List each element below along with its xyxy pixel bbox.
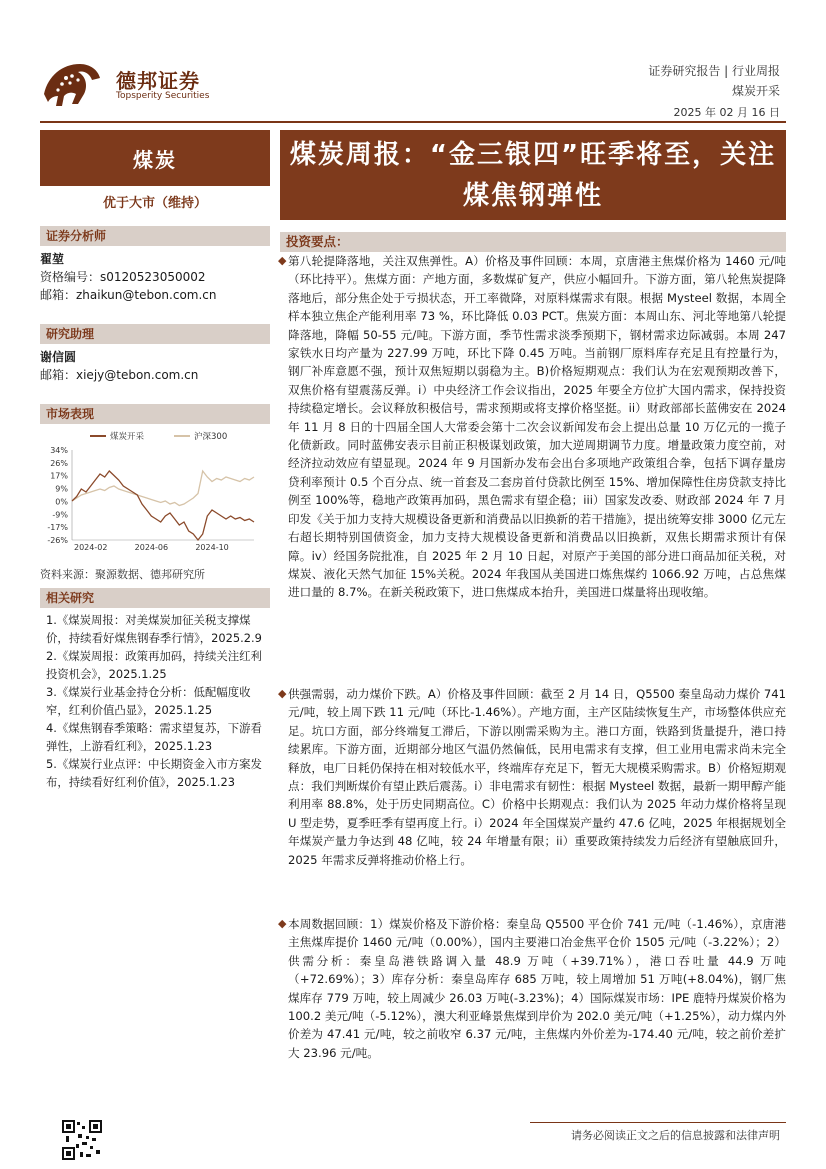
series-line <box>72 471 254 506</box>
bullet-icon: ◆ <box>278 687 287 700</box>
key-points-heading: 投资要点： <box>280 232 786 252</box>
series-line <box>72 471 254 540</box>
paragraph-text: 第八轮提降落地，关注双焦弹性。A）价格及事件回顾：本周，京唐港主焦煤价格为 1460 元/吨（环比持平）。焦煤方面：产地方面，多数煤矿复产，供应小幅回升。下游方面，第八轮焦炭提降落地后，部分焦企处于亏损状态，开工率微降，对原料煤需求有限。根据 Mysteel 数据，本周全样本独立焦企产能利用率 73 %，环比降低 0.03 PCT。焦炭方面：本周山东、河北等地第八轮提降落地，降幅 50-55 元/吨。下游方面，季节性需求淡季预期下，钢材需求边际减弱。本周 247 家铁水日均产量为 227.99 万吨，环比下降 0.45 万吨。当前钢厂原料库存充足且有控量行为，钢厂补库意愿不强，预计双焦短期以弱稳为主。B)价格短期观点：我们认为在宏观预期改善下，双焦价格有望震荡反弹。i）中央经济工作会议指出，2025 年要全方位扩大国内需求，保持投资持续稳定增长。会议释放积极信号，需求预期或将支撑价格坚挺。ii）财政部部长蓝佛安在 2024 年 11 月 8 日的十四届全国人大常委会第十二次会议新闻发布会上提出总量 10 万亿元的一揽子化债新政。同时蓝佛安表示目前正积极谋划政策，加大逆周期调节力度。增量政策力度空前，对经济拉动效应有望显现。2024 年 9 月国新办发布会出台多项地产政策组合拳，包括下调存量房贷利率预计 0.5 个百分点、统一首套及二套房首付贷款比例至 15%、增加保障性住房贷款支持比例至 100%等，稳地产政策再加码，黑色需求有望企稳；iii）国家发改委、财政部 2024 年 7 月印发《关于加力支持大规模设备更新和消费品以旧换新的若干措施》，提出统筹安排 3000 亿元左右超长期特别国债资金，加力支持大规模设备更新和消费品以旧换新，双焦长期需求预计有保障。iv）经国务院批准，自 2025 年 2 月 10 日起，对原产于美国的部分进口商品加征关税，对煤炭、液化天然气加征 15%关税。2024 年我国从美国进口炼焦煤约 1066.92 万吨，占总焦煤进口量的 8.7%。在新关税政策下，进口焦煤成本抬升，美国进口煤量将出现收缩。 <box>288 254 786 600</box>
header-divider <box>40 121 786 123</box>
logo-icon <box>40 56 102 112</box>
analyst-email[interactable]: 邮箱：zhaikun@tebon.com.cn <box>40 288 217 302</box>
y-tick-label: -17% <box>47 523 68 533</box>
legend-label: 沪深300 <box>194 432 228 442</box>
related-item[interactable]: 3.《煤炭行业基金持仓分析：低配幅度收窄，红利价值凸显》，2025.1.25 <box>46 685 251 717</box>
rating: 优于大市（维持） <box>102 196 207 211</box>
footer-divider <box>530 1122 786 1123</box>
bullet-icon: ◆ <box>278 917 287 930</box>
qr-code-icon <box>62 1120 102 1160</box>
assistant-info <box>40 348 270 384</box>
sector-box: 煤炭 <box>40 130 270 186</box>
related-item[interactable]: 5.《煤炭行业点评：中长期资金入市方案发布，持续看好红利价值》，2025.1.23 <box>46 757 262 789</box>
y-tick-label: 17% <box>50 471 68 481</box>
y-tick-label: 34% <box>50 446 68 455</box>
y-tick-label: -9% <box>52 510 68 520</box>
bullet-icon: ◆ <box>278 254 287 267</box>
y-tick-label: -26% <box>47 536 68 545</box>
x-tick-label: 2024-06 <box>134 543 169 552</box>
report-type: 证券研究报告 | 行业周报 <box>648 64 780 78</box>
analyst-info <box>40 250 270 304</box>
report-date: 2025 年 02 月 16 日 <box>673 106 780 119</box>
market-chart <box>40 428 270 558</box>
analyst-heading: 证券分析师 <box>40 226 270 246</box>
brand-name: 德邦证券 <box>116 69 200 93</box>
related-item[interactable]: 2.《煤炭周报：政策再加码，持续关注红利投资机会》，2025.1.25 <box>46 649 262 681</box>
legend-label: 煤炭开采 <box>110 432 145 442</box>
paragraph-text: 供强需弱，动力煤价下跌。A）价格及事件回顾：截至 2 月 14 日，Q5500 秦皇岛动力煤价 741 元/吨，较上周下跌 11 元/吨（环比-1.46%）。产地方面，主产区陆续恢复生产，市场整体供应充足。坑口方面，部分终端复工滞后，下游以刚需采购为主。港口方面，铁路到货量提升，港口持续累库。下游方面，近期部分地区气温仍然偏低，民用电需求有支撑，但工业用电需求尚未完全释放，电厂日耗仍保持在相对较低水平，终端库存充足下，暂无大规模采购需求。B）价格短期观点：我们判断煤价有望止跌后震荡。i）非电需求有韧性：根据 Mysteel 数据，最新一期甲醇产能利用率 88.8%，处于历史同期高位。C）价格中长期观点：我们认为 2025 年动力煤价格将呈现 U 型走势，夏季旺季有望再度上行。i）2024 年全国煤炭产量约 47.6 亿吨，2025 年根据规划全年煤炭产量力争达到 48 亿吨，较 24 年增量有限；ii）重要政策持续发力后经济有望触底回升，2025 年需求反弹将推动价格上行。 <box>288 687 786 867</box>
related-heading: 相关研究 <box>40 588 270 608</box>
chart-source: 资料来源：聚源数据、德邦研究所 <box>40 568 205 581</box>
x-tick-label: 2024-02 <box>74 543 108 552</box>
key-point-thermal-coal <box>278 685 786 869</box>
assistant-name: 谢信圆 <box>40 350 77 364</box>
report-title: 煤炭周报：“金三银四”旺季将至，关注煤焦钢弹性 <box>280 130 786 220</box>
related-list <box>46 612 268 792</box>
analyst-name: 翟堃 <box>40 252 65 266</box>
y-tick-label: 9% <box>55 484 68 494</box>
industry-label: 煤炭开采 <box>731 84 780 98</box>
market-heading: 市场表现 <box>40 404 270 424</box>
y-tick-label: 26% <box>50 458 68 468</box>
x-tick-label: 2024-10 <box>195 543 229 552</box>
brand-name-en: Topsperity Securities <box>116 91 210 101</box>
assistant-email[interactable]: 邮箱：xiejy@tebon.com.cn <box>40 368 199 382</box>
footer-disclaimer: 请务必阅读正文之后的信息披露和法律声明 <box>571 1129 780 1142</box>
y-tick-label: 0% <box>55 497 68 507</box>
analyst-cert: 资格编号：s0120523050002 <box>40 270 206 284</box>
related-item[interactable]: 1.《煤炭周报：对美煤炭加征关税支撑煤价，持续看好煤焦钢春季行情》，2025.2.9 <box>46 613 262 645</box>
related-item[interactable]: 4.《煤焦钢春季策略：需求望复苏，下游看弹性，上游看红利》，2025.1.23 <box>46 721 262 753</box>
key-point-coking-coal <box>278 252 786 602</box>
paragraph-text: 本周数据回顾：1）煤炭价格及下游价格：秦皇岛 Q5500 平仓价 741 元/吨（-1.46%），京唐港主焦煤库提价 1460 元/吨（0.00%），国内主要港口冶金焦平仓价 1505 元/吨（-3.22%）；2）供需分析：秦皇岛港铁路调入量 48.9 万吨（+39.71%），港口吞吐量 44.9 万吨（+72.69%）；3）库存分析：秦皇岛库存 685 万吨，较上周增加 51 万吨(+8.04%)，钢厂焦煤库存 779 万吨，较上周减少 26.03 万吨(-3.23%)；4）国际煤炭市场：IPE 鹿特丹煤炭价格为 100.2 美元/吨（-5.12%），澳大利亚峰景焦煤到岸价为 202.0 美元/吨（+1.25%），动力煤内外价差为 47.41 元/吨，较之前收窄 6.37 元/吨，主焦煤内外价差为-174.40 元/吨，较之前价差扩大 23.96 元/吨。 <box>288 917 786 1060</box>
key-point-weekly-data <box>278 915 786 1062</box>
market-chart-svg <box>40 428 270 558</box>
assistant-heading: 研究助理 <box>40 324 270 344</box>
